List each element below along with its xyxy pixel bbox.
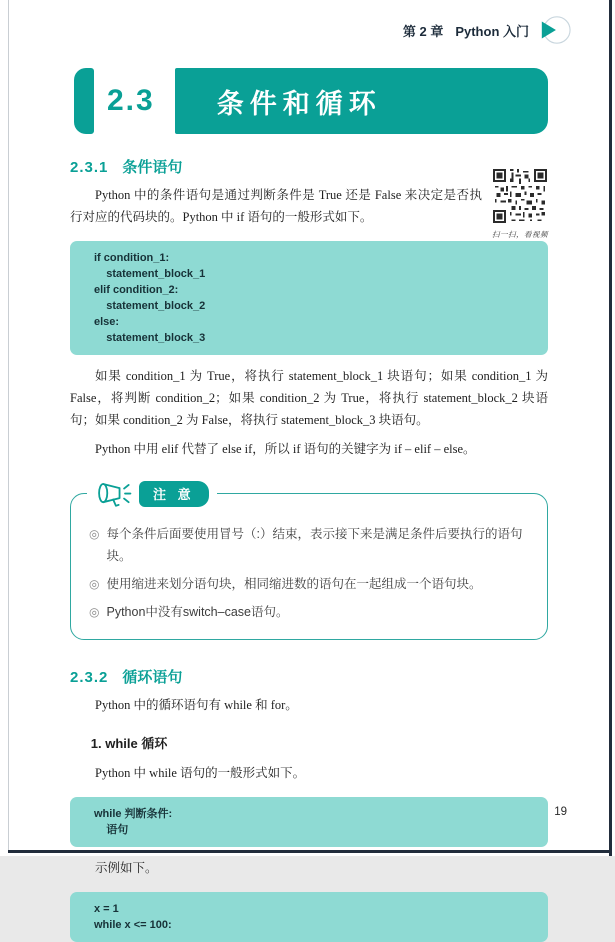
subsection-heading-231: [70, 156, 548, 177]
code-block-if-syntax: [70, 241, 548, 355]
code-block-while-syntax: [70, 797, 548, 847]
code-line: else:: [94, 315, 120, 328]
intro-paragraph-block: [70, 185, 548, 239]
section-banner: [74, 68, 548, 134]
note-item: [89, 574, 533, 595]
code-line: statement_block_3: [94, 331, 206, 344]
subsection-title: 循环语句: [122, 669, 183, 687]
while-loop-subheading: 1. while 循环: [90, 736, 168, 752]
code-line: while x <= 100:: [94, 918, 172, 931]
code-block-while-example: [70, 892, 548, 942]
section-title: 条件和循环: [216, 88, 382, 119]
code-line: x = 1: [94, 902, 119, 915]
subsection-heading-232: [70, 666, 548, 687]
banner-title-bar: [175, 68, 548, 134]
note-box: [70, 487, 548, 640]
ring-bullet-icon: ◎: [89, 527, 100, 542]
paragraph: Python 中用 elif 代替了 else if，所以 if 语句的关键字为 if – elif – else。: [95, 442, 476, 457]
page-edge-right: [609, 0, 612, 856]
section-number: 2.3: [107, 84, 155, 117]
note-pill-label: 注 意: [139, 481, 209, 507]
note-item-text: Python中没有switch–case语句。: [106, 605, 289, 619]
chapter-label: 第 2 章: [402, 23, 444, 39]
code-line: while 判断条件:: [94, 808, 173, 820]
paragraph: 如果 condition_1 为 True，将执行 statement_block_1 块语句；如果 condition_1 为 False，将判断 condition_2；如果 condition_2 为 True，将执行 statement_block_2 块语句；如果 condition_2 为 False，将执行 statement_block_3 块语句。: [70, 368, 548, 427]
page-number: 19: [554, 806, 567, 818]
paragraph: Python 中 while 语句的一般形式如下。: [95, 766, 306, 781]
qr-block: [492, 169, 548, 240]
ring-bullet-icon: ◎: [89, 576, 100, 591]
note-item: [89, 602, 533, 623]
subsection-title: 条件语句: [122, 159, 183, 176]
code-line: if condition_1:: [94, 251, 170, 264]
qr-caption: 扫一扫，看视频: [492, 230, 548, 239]
ring-bullet-icon: ◎: [89, 605, 100, 619]
subsection-number: 2.3.2: [70, 669, 109, 687]
qr-code-image: [493, 169, 547, 223]
paragraph: Python 中的循环语句有 while 和 for。: [95, 698, 298, 713]
note-item-text: 使用缩进来划分语句块，相同缩进数的语句在一起组成一个语句块。: [106, 576, 482, 591]
subsection-number: 2.3.1: [70, 159, 109, 176]
code-line: statement_block_1: [94, 267, 206, 280]
megaphone-icon: [95, 480, 135, 508]
paragraph: 示例如下。: [95, 861, 158, 875]
code-line: statement_block_2: [94, 299, 206, 312]
note-label: [87, 480, 217, 508]
note-item-text: 每个条件后面要使用冒号（:）结束，表示接下来是满足条件后要执行的语句块。: [106, 527, 523, 563]
paragraph: Python 中的条件语句是通过判断条件是 True 还是 False 来决定是否执行对应的代码块的。Python 中 if 语句的一般形式如下。: [70, 188, 482, 224]
note-item: [89, 524, 533, 567]
chapter-title: Python 入门: [455, 23, 529, 39]
code-line: elif condition_2:: [94, 283, 179, 296]
banner-bracket-shape: [74, 68, 94, 134]
code-line: 语句: [94, 824, 129, 836]
page-edge-left: [8, 0, 9, 850]
